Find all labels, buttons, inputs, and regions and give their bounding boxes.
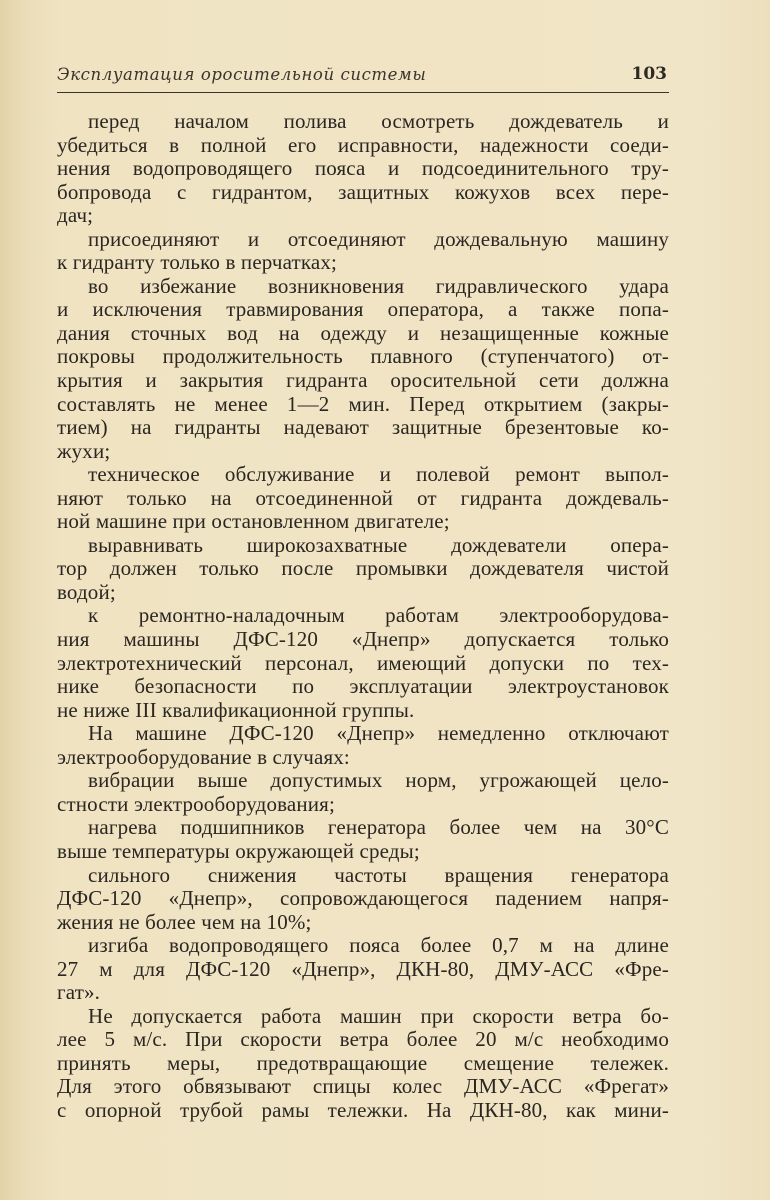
text-line: На машине ДФС-120 «Днепр» немедленно отключают (88, 721, 669, 746)
text-line: нагрева подшипников генератора более чем на 30°С (88, 815, 669, 840)
text-line: нения водопроводящего пояса и подсоединительного тру- (57, 156, 669, 181)
text-line: изгиба водопроводящего пояса более 0,7 м на длине (88, 933, 669, 958)
page-number: 103 (631, 64, 667, 84)
text-line: выше температуры окружающей среды; (57, 838, 420, 863)
text-line: электрооборудование в случаях: (57, 744, 350, 769)
body-text (57, 110, 669, 1123)
text-line: перед началом полива осмотреть дождеватель и (88, 109, 669, 133)
text-line: дания сточных вод на одежду и незащищенные кожные (57, 320, 669, 345)
text-line: ДФС-120 «Днепр», сопровождающегося падением напря- (57, 886, 669, 911)
text-line: 27 м для ДФС-120 «Днепр», ДКН-80, ДМУ-АСС «Фре- (57, 956, 669, 981)
text-line: во избежание возникновения гидравлического удара (88, 273, 669, 298)
text-line: к ремонтно-наладочным работам электрооборудова- (88, 603, 669, 628)
text-line: выравнивать широкозахватные дождеватели опера- (88, 532, 669, 557)
text-line: не ниже III квалификационной группы. (57, 697, 415, 722)
text-line: гат». (57, 980, 101, 1005)
page-header (57, 62, 669, 88)
text-line: электротехнический персонал, имеющий допуски по тех- (57, 650, 669, 675)
text-line: Для этого обвязывают спицы колес ДМУ-АСС «Фрегат» (57, 1074, 669, 1099)
text-line: тием) на гидранты надевают защитные брезентовые ко- (57, 415, 669, 440)
text-line: вибрации выше допустимых норм, угрожающей цело- (88, 768, 669, 793)
text-line: составлять не менее 1—2 мин. Перед открытием (закры- (57, 391, 669, 416)
text-line: ния машины ДФС-120 «Днепр» допускается только (57, 627, 669, 652)
header-rule (57, 92, 669, 93)
text-line: крытия и закрытия гидранта оросительной сети должна (57, 368, 669, 393)
text-line: сильного снижения частоты вращения генератора (88, 862, 669, 887)
text-line: жухи; (57, 438, 111, 463)
text-line: с опорной трубой рамы тележки. На ДКН-80, как мини- (57, 1097, 669, 1122)
text-line: нике безопасности по эксплуатации электроустановок (57, 674, 669, 699)
text-line: няют только на отсоединенной от гидранта дождеваль- (57, 485, 669, 510)
text-line: лее 5 м/с. При скорости ветра более 20 м/с необходимо (57, 1027, 669, 1052)
running-title: Эксплуатация оросительной системы (57, 65, 427, 84)
text-line: дач; (57, 203, 94, 228)
text-line: техническое обслуживание и полевой ремонт выпол- (88, 462, 669, 487)
text-line: водой; (57, 579, 116, 604)
text-line: принять меры, предотвращающие смещение тележек. (57, 1050, 669, 1075)
text-line: жения не более чем на 10%; (57, 909, 312, 934)
text-line: ной машине при остановленном двигателе; (57, 509, 450, 534)
text-line: бопровода с гидрантом, защитных кожухов всех пере- (57, 179, 669, 204)
text-line: убедиться в полной его исправности, надежности соеди- (57, 132, 669, 157)
text-line: присоединяют и отсоединяют дождевальную машину (88, 226, 669, 251)
text-line: покровы продолжительность плавного (ступенчатого) от- (57, 344, 669, 369)
text-line: и исключения травмирования оператора, а также попа- (57, 297, 669, 322)
text-line: Не допускается работа машин при скорости ветра бо- (88, 1003, 669, 1028)
text-line: к гидранту только в перчатках; (57, 250, 338, 275)
text-line: стности электрооборудования; (57, 791, 335, 816)
text-line: тор должен только после промывки дождевателя чистой (57, 556, 669, 581)
